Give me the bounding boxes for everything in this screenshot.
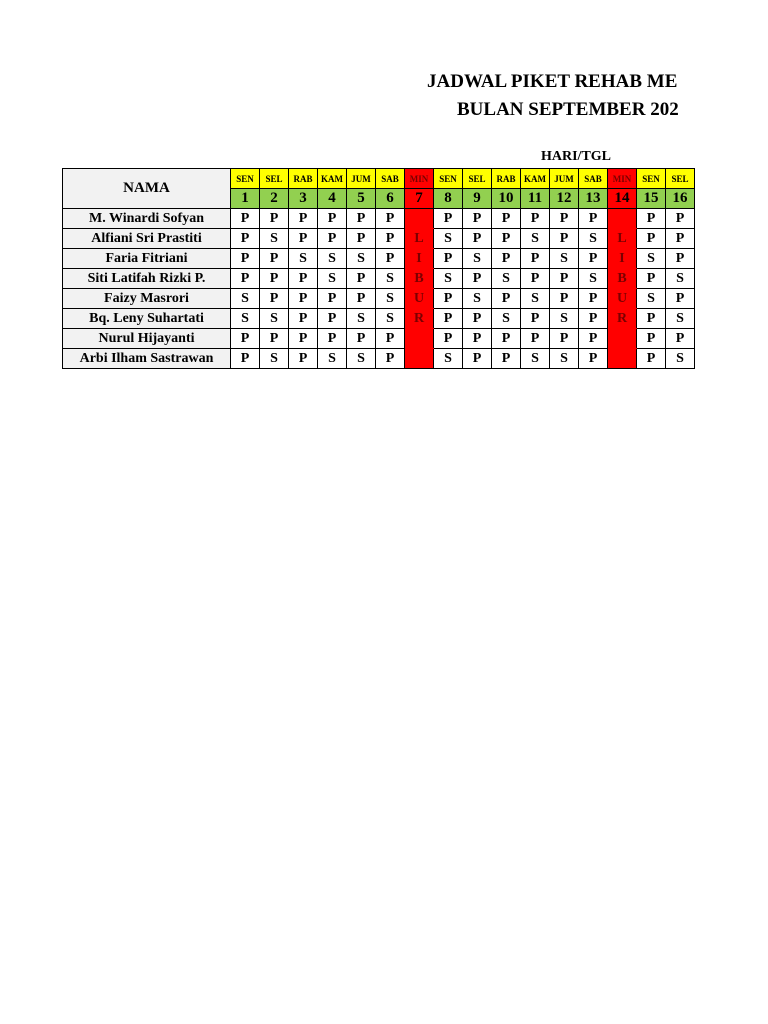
shift-cell: S <box>347 249 376 269</box>
shift-cell: P <box>376 329 405 349</box>
date-cell: 12 <box>550 189 579 209</box>
shift-cell: S <box>318 349 347 369</box>
shift-cell: P <box>376 249 405 269</box>
shift-cell: P <box>289 329 318 349</box>
date-cell: 7 <box>405 189 434 209</box>
day-name-cell: MIN <box>608 169 637 189</box>
shift-cell: S <box>521 229 550 249</box>
shift-cell: P <box>231 209 260 229</box>
day-name-cell: KAM <box>318 169 347 189</box>
shift-cell: S <box>521 349 550 369</box>
shift-cell: P <box>550 289 579 309</box>
table-row <box>63 269 695 289</box>
shift-cell: P <box>376 349 405 369</box>
holiday-cell: U <box>405 289 434 309</box>
shift-cell: S <box>492 309 521 329</box>
shift-cell: S <box>231 309 260 329</box>
shift-cell: P <box>666 209 695 229</box>
holiday-cell <box>608 209 637 229</box>
day-name-cell: SAB <box>376 169 405 189</box>
shift-cell: S <box>318 269 347 289</box>
day-name-cell: RAB <box>289 169 318 189</box>
shift-cell: P <box>434 289 463 309</box>
shift-cell: S <box>637 249 666 269</box>
shift-cell: P <box>579 329 608 349</box>
shift-cell: P <box>492 349 521 369</box>
shift-cell: P <box>289 229 318 249</box>
shift-cell: S <box>376 289 405 309</box>
shift-cell: P <box>260 329 289 349</box>
shift-cell: P <box>318 209 347 229</box>
shift-cell: P <box>231 329 260 349</box>
shift-cell: P <box>579 349 608 369</box>
staff-name-cell: M. Winardi Sofyan <box>63 209 231 229</box>
shift-cell: P <box>463 309 492 329</box>
holiday-cell: R <box>608 309 637 329</box>
shift-cell: S <box>666 309 695 329</box>
date-cell: 14 <box>608 189 637 209</box>
shift-cell: S <box>550 309 579 329</box>
date-cell: 15 <box>637 189 666 209</box>
shift-cell: P <box>289 209 318 229</box>
shift-cell: P <box>550 329 579 349</box>
shift-cell: P <box>434 209 463 229</box>
day-name-cell: SEN <box>231 169 260 189</box>
shift-cell: S <box>231 289 260 309</box>
staff-name-cell: Nurul Hijayanti <box>63 329 231 349</box>
holiday-cell <box>405 209 434 229</box>
day-name-cell: SEL <box>260 169 289 189</box>
shift-cell: S <box>289 249 318 269</box>
day-name-cell: SEL <box>666 169 695 189</box>
shift-cell: S <box>637 289 666 309</box>
title-block <box>0 68 692 124</box>
name-column-header: NAMA <box>63 169 231 209</box>
shift-cell: P <box>637 209 666 229</box>
date-cell: 4 <box>318 189 347 209</box>
staff-name-cell: Faria Fitriani <box>63 249 231 269</box>
shift-cell: S <box>579 229 608 249</box>
shift-cell: P <box>666 329 695 349</box>
date-cell: 8 <box>434 189 463 209</box>
shift-cell: P <box>492 209 521 229</box>
day-name-cell: SAB <box>579 169 608 189</box>
shift-cell: S <box>579 269 608 289</box>
shift-cell: P <box>289 309 318 329</box>
shift-cell: P <box>521 309 550 329</box>
shift-cell: P <box>550 229 579 249</box>
shift-cell: P <box>260 289 289 309</box>
day-name-cell: MIN <box>405 169 434 189</box>
shift-cell: P <box>637 329 666 349</box>
holiday-cell: B <box>608 269 637 289</box>
shift-cell: S <box>463 289 492 309</box>
table-row <box>63 349 695 369</box>
shift-cell: P <box>666 289 695 309</box>
shift-cell: P <box>289 289 318 309</box>
shift-cell: P <box>318 229 347 249</box>
holiday-cell <box>405 349 434 369</box>
date-cell: 13 <box>579 189 608 209</box>
shift-cell: P <box>579 209 608 229</box>
holiday-cell <box>608 349 637 369</box>
date-cell: 10 <box>492 189 521 209</box>
shift-cell: P <box>231 269 260 289</box>
day-name-cell: JUM <box>347 169 376 189</box>
shift-cell: P <box>666 249 695 269</box>
shift-cell: S <box>347 349 376 369</box>
shift-cell: P <box>318 329 347 349</box>
shift-cell: P <box>463 329 492 349</box>
shift-cell: P <box>231 349 260 369</box>
schedule-table <box>62 168 695 369</box>
shift-cell: P <box>492 329 521 349</box>
title-line-1: JADWAL PIKET REHAB ME <box>427 71 678 92</box>
holiday-cell: L <box>405 229 434 249</box>
shift-cell: P <box>347 209 376 229</box>
shift-cell: P <box>376 209 405 229</box>
shift-cell: P <box>347 329 376 349</box>
shift-cell: P <box>463 209 492 229</box>
shift-cell: P <box>289 269 318 289</box>
staff-name-cell: Alfiani Sri Prastiti <box>63 229 231 249</box>
holiday-cell: L <box>608 229 637 249</box>
day-name-cell: JUM <box>550 169 579 189</box>
shift-cell: S <box>434 269 463 289</box>
holiday-cell: B <box>405 269 434 289</box>
shift-cell: S <box>492 269 521 289</box>
table-row <box>63 229 695 249</box>
shift-cell: S <box>434 349 463 369</box>
shift-cell: P <box>347 289 376 309</box>
shift-cell: S <box>260 309 289 329</box>
shift-cell: S <box>318 249 347 269</box>
shift-cell: P <box>463 229 492 249</box>
shift-cell: P <box>550 269 579 289</box>
holiday-cell: I <box>608 249 637 269</box>
holiday-cell: R <box>405 309 434 329</box>
date-cell: 16 <box>666 189 695 209</box>
date-cell: 1 <box>231 189 260 209</box>
holiday-cell <box>608 329 637 349</box>
holiday-cell: I <box>405 249 434 269</box>
title-line-2: BULAN SEPTEMBER 202 <box>457 99 679 120</box>
shift-cell: P <box>463 269 492 289</box>
shift-cell: P <box>347 229 376 249</box>
shift-cell: P <box>347 269 376 289</box>
shift-cell: P <box>579 249 608 269</box>
shift-cell: P <box>434 249 463 269</box>
hari-tgl-heading: HARI/TGL <box>541 149 612 164</box>
table-row <box>63 309 695 329</box>
shift-cell: P <box>637 309 666 329</box>
shift-cell: S <box>550 349 579 369</box>
shift-cell: P <box>434 329 463 349</box>
day-name-cell: KAM <box>521 169 550 189</box>
shift-cell: P <box>260 249 289 269</box>
date-cell: 11 <box>521 189 550 209</box>
holiday-cell: U <box>608 289 637 309</box>
day-name-cell: RAB <box>492 169 521 189</box>
day-name-cell: SEN <box>637 169 666 189</box>
shift-cell: P <box>492 229 521 249</box>
shift-cell: P <box>521 249 550 269</box>
shift-cell: S <box>434 229 463 249</box>
staff-name-cell: Siti Latifah Rizki P. <box>63 269 231 289</box>
shift-cell: P <box>579 289 608 309</box>
shift-cell: P <box>260 209 289 229</box>
shift-cell: P <box>434 309 463 329</box>
shift-cell: P <box>637 269 666 289</box>
date-cell: 5 <box>347 189 376 209</box>
day-name-row <box>63 169 695 189</box>
shift-cell: P <box>579 309 608 329</box>
staff-name-cell: Faizy Masrori <box>63 289 231 309</box>
shift-cell: S <box>521 289 550 309</box>
date-cell: 2 <box>260 189 289 209</box>
staff-name-cell: Bq. Leny Suhartati <box>63 309 231 329</box>
date-cell: 6 <box>376 189 405 209</box>
shift-cell: P <box>289 349 318 369</box>
shift-cell: P <box>637 349 666 369</box>
shift-cell: S <box>463 249 492 269</box>
table-row <box>63 249 695 269</box>
shift-cell: P <box>666 229 695 249</box>
shift-cell: P <box>492 289 521 309</box>
table-row <box>63 289 695 309</box>
shift-cell: P <box>492 249 521 269</box>
shift-cell: S <box>666 269 695 289</box>
shift-cell: S <box>347 309 376 329</box>
shift-cell: P <box>463 349 492 369</box>
shift-cell: S <box>260 229 289 249</box>
date-cell: 3 <box>289 189 318 209</box>
shift-cell: S <box>260 349 289 369</box>
shift-cell: S <box>550 249 579 269</box>
shift-cell: P <box>231 229 260 249</box>
shift-cell: P <box>550 209 579 229</box>
shift-cell: P <box>521 209 550 229</box>
shift-cell: P <box>521 269 550 289</box>
shift-cell: P <box>521 329 550 349</box>
staff-name-cell: Arbi Ilham Sastrawan <box>63 349 231 369</box>
shift-cell: P <box>260 269 289 289</box>
shift-cell: S <box>376 269 405 289</box>
date-cell: 9 <box>463 189 492 209</box>
shift-cell: S <box>376 309 405 329</box>
shift-cell: P <box>231 249 260 269</box>
shift-cell: P <box>637 229 666 249</box>
shift-cell: P <box>318 309 347 329</box>
shift-cell: S <box>666 349 695 369</box>
shift-cell: P <box>376 229 405 249</box>
table-row <box>63 329 695 349</box>
day-name-cell: SEL <box>463 169 492 189</box>
shift-cell: P <box>318 289 347 309</box>
day-name-cell: SEN <box>434 169 463 189</box>
table-row <box>63 209 695 229</box>
holiday-cell <box>405 329 434 349</box>
